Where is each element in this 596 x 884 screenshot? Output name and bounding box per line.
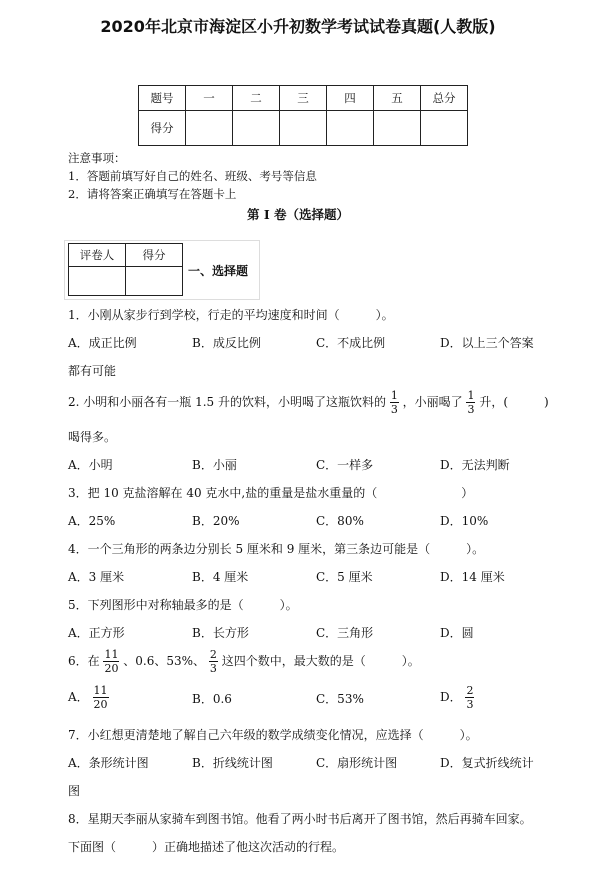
question-stem: 5．下列图形中对称轴最多的是（ ）。 (68, 598, 298, 612)
option: B．0.6 (192, 692, 232, 706)
notes-item: 2．请将答案正确填写在答题卡上 (68, 187, 237, 201)
fraction (103, 649, 119, 674)
score-table-header: 一 (186, 86, 233, 111)
option: C．不成比例 (316, 336, 386, 350)
fraction-denominator: 3 (209, 662, 217, 675)
score-cell (374, 111, 421, 146)
score-table-header: 总分 (421, 86, 468, 111)
option: C．53% (316, 692, 364, 706)
grader-table (68, 243, 183, 296)
fraction-numerator: 11 (104, 648, 119, 661)
option: D．无法判断 (440, 458, 510, 472)
question-continuation: 都有可能 (68, 364, 117, 378)
option: A．3 厘米 (68, 570, 125, 584)
option: D．复式折线统计 (440, 756, 534, 770)
question-stem: 4．一个三角形的两条边分别长 5 厘米和 9 厘米，第三条边可能是（ ）。 (68, 542, 485, 556)
fraction-denominator: 3 (466, 698, 474, 711)
option: A．条形统计图 (68, 756, 149, 770)
fraction-numerator: 1 (467, 389, 475, 402)
stem-part: 6．在 (68, 654, 100, 668)
notes-item: 1．答题前填写好自己的姓名、班级、考号等信息 (68, 169, 317, 183)
stem-part: 2. 小明和小丽各有一瓶 1.5 升的饮料，小明喝了这瓶饮料的 (68, 395, 386, 409)
score-table-header: 二 (233, 86, 280, 111)
fraction (93, 685, 109, 710)
score-table-header: 四 (327, 86, 374, 111)
question-stem (68, 390, 549, 415)
option (68, 684, 109, 710)
score-table-header-row (139, 86, 468, 111)
fraction (465, 685, 474, 710)
question-continuation: 喝得多。 (68, 430, 117, 444)
score-table (138, 85, 468, 146)
question-stem: 8．星期天李丽从家骑车到图书馆。他看了两小时书后离开了图书馆，然后再骑车回家。 (68, 812, 532, 826)
fraction-numerator: 2 (209, 648, 217, 661)
score-table-header: 三 (280, 86, 327, 111)
option: C．80% (316, 514, 364, 528)
option: D．以上三个答案 (440, 336, 534, 350)
fraction-numerator: 1 (390, 389, 398, 402)
option: A．小明 (68, 458, 113, 472)
score-cell (421, 111, 468, 146)
option: C．5 厘米 (316, 570, 373, 584)
option: B．成反比例 (192, 336, 261, 350)
fraction-denominator: 3 (467, 403, 475, 416)
score-cell (327, 111, 374, 146)
option: D．10% (440, 514, 489, 528)
option: B．4 厘米 (192, 570, 249, 584)
question-continuation: 下面图（ ）正确地描述了他这次活动的行程。 (68, 840, 345, 854)
stem-part: 升，( ) (479, 395, 549, 409)
option: D．圆 (440, 626, 474, 640)
option: C．扇形统计图 (316, 756, 398, 770)
score-table-header: 五 (374, 86, 421, 111)
fraction (390, 390, 399, 415)
page-title: 2020年北京市海淀区小升初数学考试试卷真题(人教版) (100, 17, 496, 36)
option: C．一样多 (316, 458, 374, 472)
section-label: 一、选择题 (188, 264, 249, 278)
stem-part: 这四个数中，最大数的是（ ）。 (221, 654, 420, 668)
question-stem: 3．把 10 克盐溶解在 40 克水中,盐的重量是盐水重量的（ ） (68, 486, 474, 500)
grader-cell (126, 267, 183, 296)
grader-col-header: 评卷人 (69, 244, 126, 267)
option-label: A． (68, 690, 89, 704)
question-stem (68, 648, 420, 674)
option: A．成正比例 (68, 336, 137, 350)
fraction-numerator: 2 (466, 684, 474, 697)
score-table-score-row (139, 111, 468, 146)
stem-part: 、0.6、53%、 (123, 654, 206, 668)
option: B．20% (192, 514, 240, 528)
option: B．折线统计图 (192, 756, 273, 770)
option: A．25% (68, 514, 116, 528)
score-cell (186, 111, 233, 146)
option: C．三角形 (316, 626, 374, 640)
question-stem: 1．小刚从家步行到学校，行走的平均速度和时间（ ）。 (68, 308, 394, 322)
fraction-numerator: 11 (93, 684, 108, 697)
option: B．长方形 (192, 626, 249, 640)
option-label: D． (440, 690, 462, 704)
score-table-header: 题号 (139, 86, 186, 111)
question-continuation: 图 (68, 784, 81, 798)
score-cell (233, 111, 280, 146)
fraction (466, 390, 475, 415)
fraction-denominator: 20 (93, 698, 108, 711)
notes-heading: 注意事项： (68, 151, 126, 165)
score-cell (280, 111, 327, 146)
fraction-denominator: 3 (390, 403, 398, 416)
option: A．正方形 (68, 626, 125, 640)
grader-cell (69, 267, 126, 296)
section-title: 第 I 卷（选择题） (246, 207, 350, 222)
fraction (209, 649, 218, 674)
option: B．小丽 (192, 458, 237, 472)
score-row-label: 得分 (139, 111, 186, 146)
fraction-denominator: 20 (104, 662, 119, 675)
question-stem: 7．小红想更清楚地了解自己六年级的数学成绩变化情况，应选择（ ）。 (68, 728, 478, 742)
option: D．14 厘米 (440, 570, 505, 584)
option (440, 684, 474, 710)
stem-part: ，小丽喝了 (402, 395, 463, 409)
grader-col-header: 得分 (126, 244, 183, 267)
